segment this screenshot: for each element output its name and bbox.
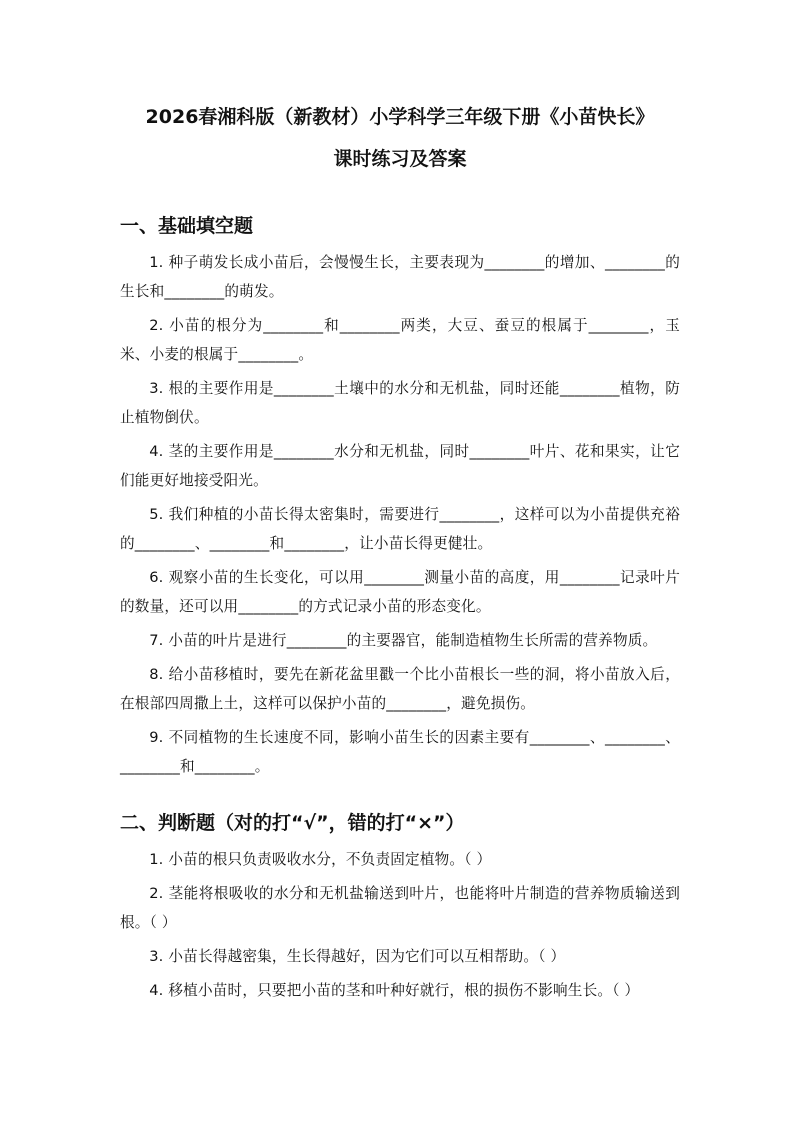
question-item: 4. 移植小苗时，只要把小苗的茎和叶种好就行，根的损伤不影响生长。（ ）	[149, 982, 640, 999]
section-heading-true-false: 二、判断题（对的打“√”，错的打“×”）	[120, 812, 465, 834]
title-line-2: 课时练习及答案	[333, 148, 467, 170]
question-item: 3. 小苗长得越密集，生长得越好，因为它们可以互相帮助。（ ）	[149, 948, 566, 965]
question-item: 9. 不同植物的生长速度不同，影响小苗生长的因素主要有________、________、________和________。	[120, 729, 680, 775]
question-item: 1. 小苗的根只负责吸收水分，不负责固定植物。（ ）	[149, 851, 492, 868]
question-item: 2. 茎能将根吸收的水分和无机盐输送到叶片，也能将叶片制造的营养物质输送到根。（ ）	[120, 885, 680, 931]
question-item: 3. 根的主要作用是________土壤中的水分和无机盐，同时还能________植物，防止植物倒伏。	[120, 380, 680, 426]
document-title	[120, 96, 680, 180]
question-item: 6. 观察小苗的生长变化，可以用________测量小苗的高度，用________记录叶片的数量，还可以用________的方式记录小苗的形态变化。	[120, 569, 680, 615]
question-item: 8. 给小苗移植时，要先在新花盆里戳一个比小苗根长一些的洞，将小苗放入后，在根部四周撒上土，这样可以保护小苗的________，避免损伤。	[120, 666, 680, 712]
question-item: 4. 茎的主要作用是________水分和无机盐，同时________叶片、花和果实，让它们能更好地接受阳光。	[120, 443, 680, 489]
title-line-1: 2026春湘科版（新教材）小学科学三年级下册《小苗快长》	[145, 106, 655, 128]
question-item: 1. 种子萌发长成小苗后，会慢慢生长，主要表现为________的增加、________的生长和________的萌发。	[120, 254, 680, 300]
question-item: 2. 小苗的根分为________和________两类，大豆、蚕豆的根属于________，玉米、小麦的根属于________。	[120, 317, 680, 363]
section-heading-fill-in: 一、基础填空题	[120, 215, 254, 237]
question-item: 7. 小苗的叶片是进行________的主要器官，能制造植物生长所需的营养物质。	[149, 632, 658, 649]
question-item: 5. 我们种植的小苗长得太密集时，需要进行________，这样可以为小苗提供充裕的________、________和________，让小苗长得更健壮。	[120, 506, 680, 552]
